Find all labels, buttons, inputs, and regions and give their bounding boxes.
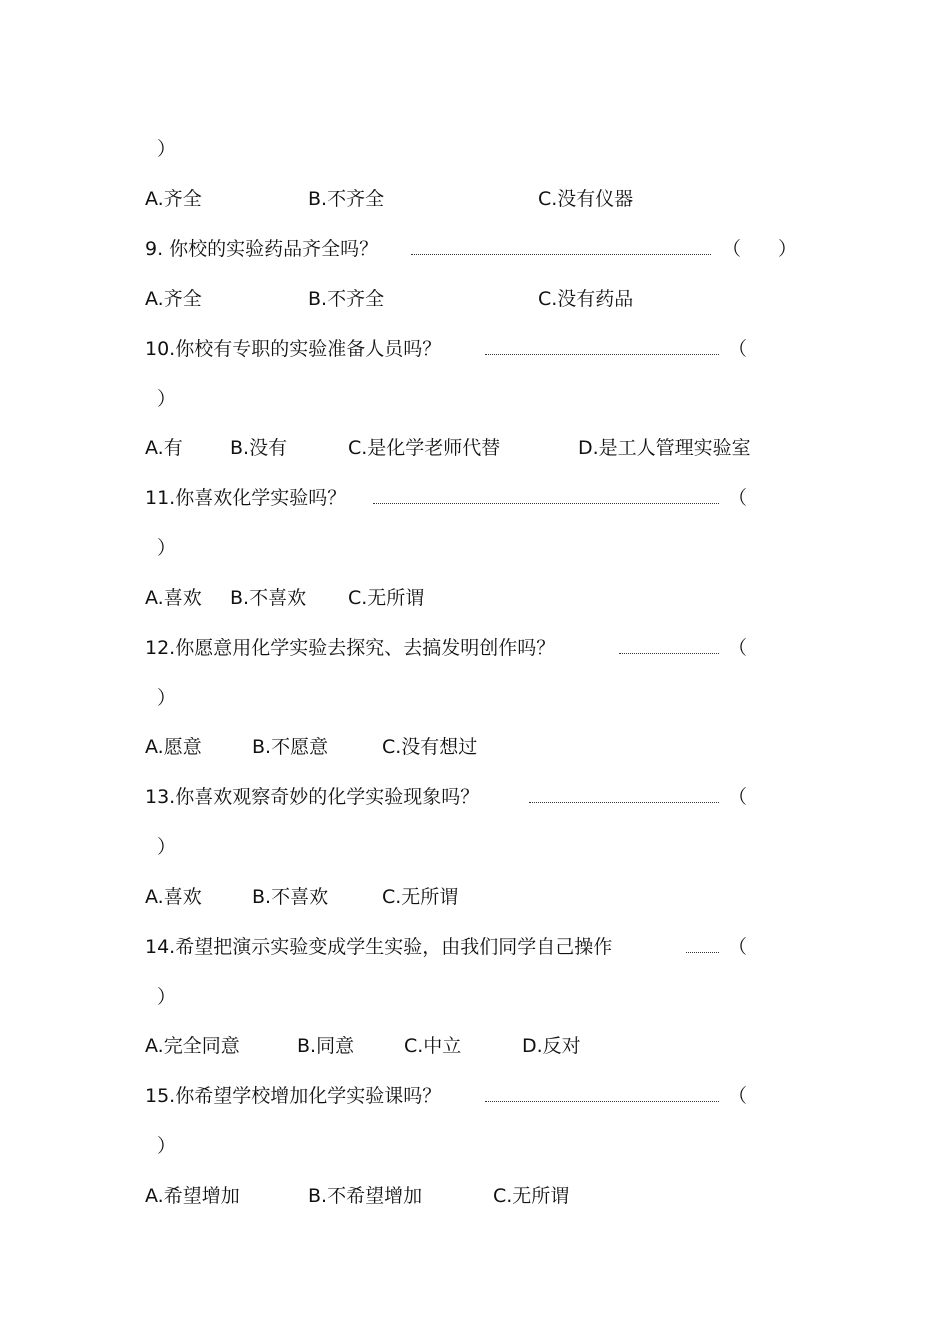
option-c: C.没有药品 [538,288,634,310]
answer-blank[interactable] [485,354,719,355]
answer-paren-open: （ [722,238,742,260]
option-c: C.无所谓 [493,1185,570,1207]
option-c: C.是化学老师代替 [348,437,501,459]
option-b: B.不齐全 [308,288,385,310]
question-text: 15.你希望学校增加化学实验课吗？ [145,1085,442,1107]
answer-blank[interactable] [686,952,719,953]
answer-paren-close: ） [157,537,177,559]
option-a: A.齐全 [145,288,202,310]
options-row [145,732,950,762]
option-b: B.不喜欢 [230,587,307,609]
question-text: 12.你愿意用化学实验去探究、去搞发明创作吗？ [145,637,556,659]
question-text: 11.你喜欢化学实验吗？ [145,487,347,509]
answer-paren-open: （ [728,936,748,958]
option-d: D.是工人管理实验室 [578,437,751,459]
question-9 [145,234,950,264]
answer-paren-open: （ [728,786,748,808]
options-row [145,184,950,214]
option-a: A.完全同意 [145,1035,240,1057]
answer-paren-close: ） [157,138,177,160]
options-row [145,1031,950,1061]
question-15 [145,1081,950,1111]
answer-paren-open: （ [728,637,748,659]
question-12 [145,633,950,663]
option-c: C.中立 [404,1035,462,1057]
answer-paren-close: ） [157,836,177,858]
options-row [145,583,950,613]
answer-blank[interactable] [411,254,711,255]
option-a: A.喜欢 [145,886,202,908]
question-text: 13.你喜欢观察奇妙的化学实验现象吗？ [145,786,480,808]
options-row [145,284,950,314]
question-text: 14.希望把演示实验变成学生实验，由我们同学自己操作 [145,936,613,958]
question-11 [145,483,950,513]
answer-paren-open: （ [728,338,748,360]
option-c: C.无所谓 [348,587,425,609]
answer-paren-close: ） [157,1135,177,1157]
option-a: A.有 [145,437,183,459]
options-row [145,433,950,463]
answer-blank[interactable] [485,1101,719,1102]
option-b: B.不喜欢 [252,886,329,908]
option-d: D.反对 [522,1035,581,1057]
question-text: 10.你校有专职的实验准备人员吗？ [145,338,442,360]
question-10 [145,334,950,364]
option-b: B.没有 [230,437,288,459]
option-b: B.同意 [297,1035,355,1057]
option-c: C.没有想过 [382,736,478,758]
answer-blank[interactable] [373,503,719,504]
answer-paren-open: （ [728,1085,748,1107]
answer-blank[interactable] [529,802,719,803]
option-c: C.无所谓 [382,886,459,908]
answer-paren-close: ） [157,687,177,709]
answer-blank[interactable] [619,653,719,654]
option-c: C.没有仪器 [538,188,634,210]
question-14 [145,932,950,962]
option-a: A.喜欢 [145,587,202,609]
answer-paren-close: ） [778,238,798,260]
option-b: B.不愿意 [252,736,329,758]
options-row [145,882,950,912]
answer-paren-close: ） [157,986,177,1008]
question-text: 9. 你校的实验药品齐全吗？ [145,238,379,260]
option-a: A.愿意 [145,736,202,758]
answer-paren-open: （ [728,487,748,509]
options-row [145,1181,950,1211]
question-13 [145,782,950,812]
answer-paren-close: ） [157,388,177,410]
option-a: A.齐全 [145,188,202,210]
option-b: B.不希望增加 [308,1185,423,1207]
option-b: B.不齐全 [308,188,385,210]
option-a: A.希望增加 [145,1185,240,1207]
